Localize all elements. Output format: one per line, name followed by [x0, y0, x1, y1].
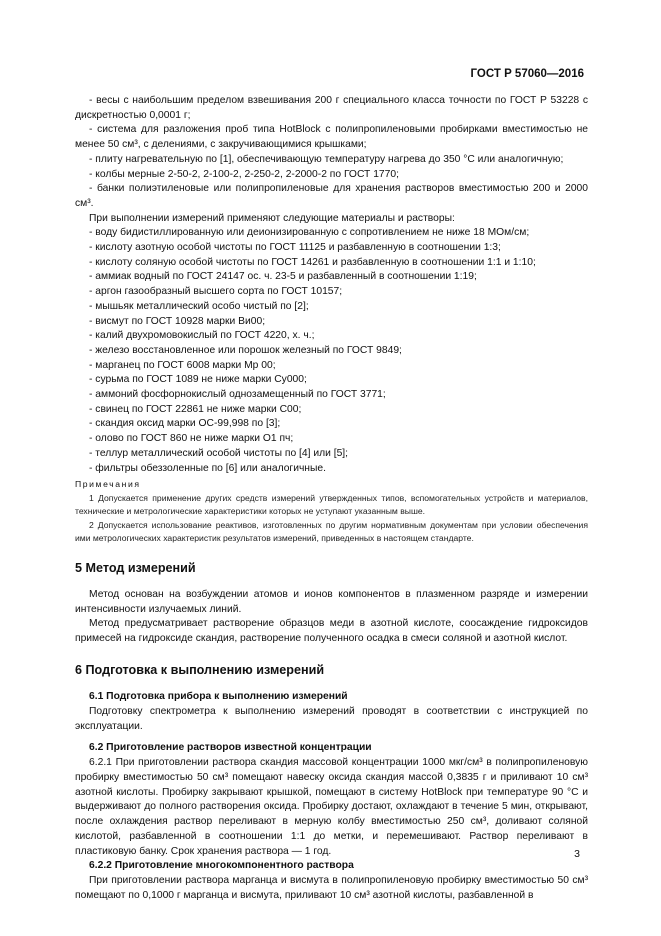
subsection-6-2-2-title: 6.2.2 Приготовление многокомпонентного раствора	[89, 860, 354, 872]
list-item: - марганец по ГОСТ 6008 марки Мр 00;	[89, 359, 276, 371]
note-item: 2 Допускается использование реактивов, изготовленных по другим нормативным документам при условии обеспечения ими метрологических характеристик результатов измерений, приведенных в настоящем стандарте.	[75, 519, 588, 543]
list-item: - фильтры обеззоленные по [6] или аналогичные.	[89, 462, 326, 474]
list-item: - аргон газообразный высшего сорта по ГОСТ 10157;	[89, 286, 343, 298]
list-item: - система для разложения проб типа HotBlock с полипропиленовыми пробирками вместимостью не менее 50 см³, с делениями, с закручивающимися крышками;	[75, 124, 588, 151]
subsection-6-1-title: 6.1 Подготовка прибора к выполнению измерений	[89, 690, 348, 702]
list-item: - колбы мерные 2-50-2, 2-100-2, 2-250-2, 2-2000-2 по ГОСТ 1770;	[89, 168, 399, 180]
materials-intro: При выполнении измерений применяют следующие материалы и растворы:	[89, 212, 455, 224]
page-body	[75, 94, 588, 903]
section-5-title: 5 Метод измерений	[75, 561, 196, 576]
list-item: - калий двухромовокислый по ГОСТ 4220, х. ч.;	[89, 330, 315, 342]
notes-block	[75, 478, 588, 545]
subsection-6-1-text: Подготовку спектрометра к выполнению измерений проводят в соответствии с инструкцией по эксплуатации.	[75, 706, 588, 732]
list-item: - аммиак водный по ГОСТ 24147 ос. ч. 23-5 и разбавленный в соотношении 1:19;	[89, 271, 477, 283]
list-item: - банки полиэтиленовые или полипропиленовые для хранения растворов вместимостью 200 и 2000 см³.	[75, 183, 588, 209]
list-item: - сурьма по ГОСТ 1089 не ниже марки Су000;	[89, 374, 307, 386]
list-item: - теллур металлический особой чистоты по [4] или [5];	[89, 447, 349, 459]
section-6-title: 6 Подготовка к выполнению измерений	[75, 662, 325, 677]
list-item: - весы с наибольшим пределом взвешивания 200 г специального класса точности по ГОСТ Р 53228 с дискретностью 0,0001 г;	[75, 95, 588, 121]
page-number: 3	[574, 848, 580, 860]
list-item: - железо восстановленное или порошок железный по ГОСТ 9849;	[89, 344, 402, 356]
list-item: - мышьяк металлический особо чистый по [2];	[89, 300, 309, 312]
list-item: - аммоний фосфорнокислый однозамещенный по ГОСТ 3771;	[89, 389, 386, 401]
list-item: - скандия оксид марки ОС-99,998 по [3];	[89, 418, 281, 430]
section-5-paragraph: Метод предусматривает растворение образцов меди в азотной кислоте, соосаждение гидроксидов примесей на гидроксиде скандия, растворение полученного осадка в смеси соляной и азотной кислот.	[75, 618, 588, 645]
list-item: - свинец по ГОСТ 22861 не ниже марки С00;	[89, 403, 302, 415]
section-5-paragraph: Метод основан на возбуждении атомов и ионов компонентов в плазменном разряде и измерении интенсивности излучаемых линий.	[75, 589, 588, 615]
note-item: 1 Допускается применение других средств измерений утвержденных типов, вспомогательных устройств и материалов, технические и метрологические характеристики которых не уступают указанным выше.	[75, 492, 588, 517]
list-item: - кислоту азотную особой чистоты по ГОСТ 11125 и разбавленную в соотношении 1:3;	[89, 242, 501, 254]
subsection-6-2-1-text: 6.2.1 При приготовлении раствора скандия массовой концентрации 1000 мкг/см³ в полипропиленовую пробирку вместимостью 50 см³ помещают навеску оксида скандия массой 0,3835 г и приливают 10 см³ азотной кислоты. Пробирку закрывают крышкой, помещают в систему HotBlock при температуре 90 °С и выдерживают до полного растворения оксида. Пробирку достают, охлаждают в течение 5 мин, открывают, после охлаждения раствор переливают в мерную колбу вместимостью 250 см³, доливают соляной кислотой, разбавленной в соотношении 1:1 до метки, и перемешивают. Раствор переливают в пластиковую банку. Срок хранения раствора — 1 год.	[75, 757, 588, 857]
list-item: - кислоту соляную особой чистоты по ГОСТ 14261 и разбавленную в соотношении 1:1 и 1:10;	[89, 256, 536, 268]
list-item: - олово по ГОСТ 860 не ниже марки О1 пч;	[89, 433, 294, 445]
materials-list	[75, 226, 588, 476]
subsection-6-2-title: 6.2 Приготовление растворов известной концентрации	[89, 741, 372, 753]
list-item: - висмут по ГОСТ 10928 марки Ви00;	[89, 315, 266, 327]
subsection-6-2-2-text: При приготовлении раствора марганца и висмута в полипропиленовую пробирку вместимостью 50 см³ помещают по 0,1000 г марганца и висмута, приливают 10 см³ азотной кислоты, разбавленной в	[75, 874, 588, 901]
list-item: - плиту нагревательную по [1], обеспечивающую температуру нагрева до 350 °С или аналогичную;	[89, 153, 564, 165]
list-item: - воду бидистиллированную или деионизированную с сопротивлением не ниже 18 МОм/см;	[89, 227, 530, 239]
document-header: ГОСТ Р 57060—2016	[470, 68, 584, 80]
equipment-list	[75, 94, 588, 212]
notes-title: Примечания	[75, 479, 141, 490]
